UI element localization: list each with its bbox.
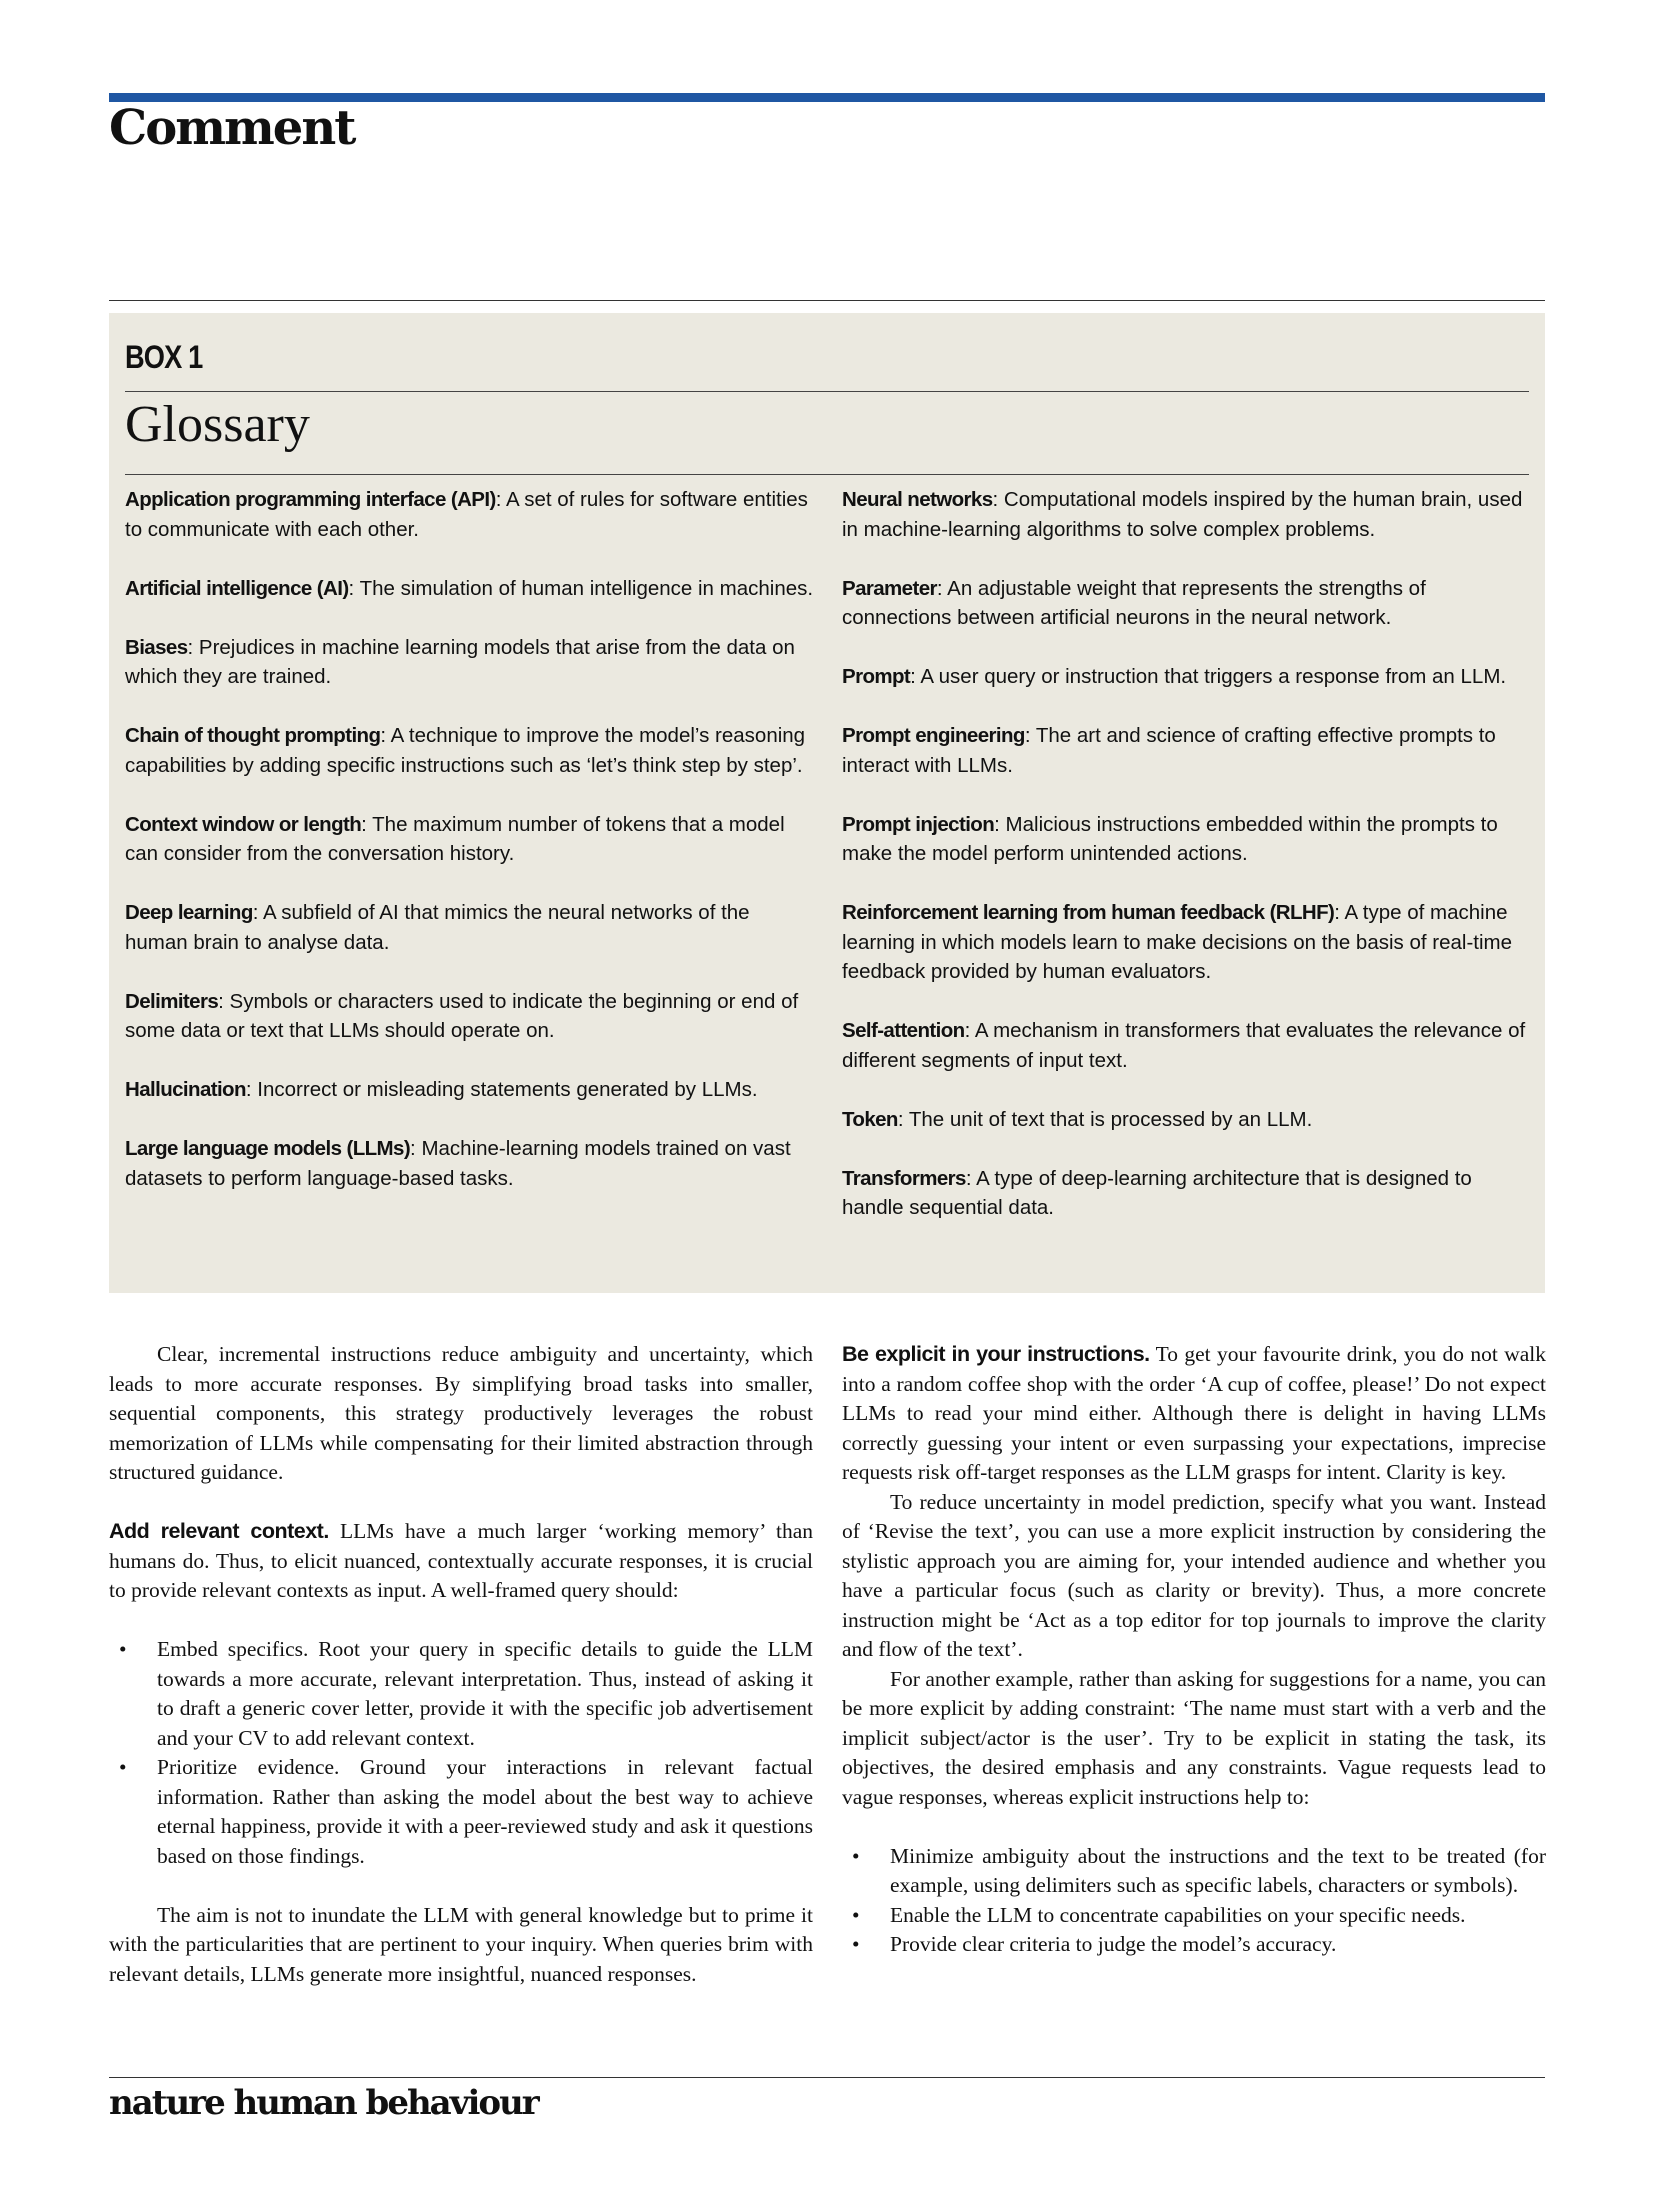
glossary-item (842, 485, 1532, 544)
glossary-term: Neural networks (842, 488, 993, 511)
glossary-definition: : A type of deep-learning architecture that is designed to handle sequential data. (842, 1166, 1472, 1219)
glossary-item (842, 574, 1532, 633)
divider-top (109, 300, 1545, 301)
glossary-definition: : Machine-learning models trained on vast datasets to perform language-based tasks. (125, 1137, 791, 1190)
body-column-right (842, 1340, 1546, 1960)
glossary-item (125, 1134, 815, 1193)
glossary-term: Prompt engineering (842, 724, 1025, 747)
glossary-definition: : Computational models inspired by the human brain, used in machine-learning algorithms to solve complex problems. (842, 488, 1523, 541)
paragraph-lead: Add relevant context. (109, 1519, 329, 1543)
body-paragraph: To reduce uncertainty in model prediction, specify what you want. Instead of ‘Revise the text’, you can use a more explicit instruction by considering the stylistic approach you are aiming for, your intended audience and whether you have a particular focus (such as clarity or brevity). Thus, a more concrete instruction might be ‘Act as a top editor for top journals to improve the clarity and flow of the text’. (842, 1489, 1546, 1661)
glossary-definition: : Prejudices in machine learning models that arise from the data on which they are trained. (125, 635, 795, 688)
glossary-definition: : A subfield of AI that mimics the neural networks of the human brain to analyse data. (125, 901, 750, 954)
glossary-term: Hallucination (125, 1078, 246, 1101)
glossary-item (125, 898, 815, 957)
glossary-definition: : A technique to improve the model’s reasoning capabilities by adding specific instructions such as ‘let’s think step by step’. (125, 724, 806, 777)
box-divider (125, 474, 1529, 475)
paragraph-lead: Be explicit in your instructions. (842, 1342, 1150, 1366)
glossary-definition: : A user query or instruction that triggers a response from an LLM. (910, 665, 1507, 688)
glossary-term: Application programming interface (API) (125, 488, 496, 511)
glossary-item (842, 898, 1532, 987)
glossary-definition: : The unit of text that is processed by an LLM. (897, 1107, 1313, 1131)
bullet-item: • Minimize ambiguity about the instructions and the text to be treated (for example, using delimiters such as specific labels, characters or symbols). (842, 1842, 1546, 1901)
glossary-definition: : Incorrect or misleading statements generated by LLMs. (245, 1078, 758, 1101)
body-paragraph (842, 1340, 1546, 1488)
glossary-definition: : A set of rules for software entities to communicate with each other. (125, 488, 808, 541)
glossary-item (842, 721, 1532, 780)
glossary-definition: : The simulation of human intelligence in machines. (348, 576, 814, 600)
glossary-item (125, 987, 815, 1046)
glossary-column-left (125, 485, 815, 1223)
glossary-definition: : Malicious instructions embedded within the prompts to make the model perform unintended actions. (842, 812, 1498, 865)
bullet-item: • Enable the LLM to concentrate capabilities on your specific needs. (842, 1901, 1546, 1931)
glossary-term: Token (842, 1107, 898, 1131)
glossary-box (109, 313, 1545, 1293)
glossary-item (842, 1016, 1532, 1075)
glossary-term: Prompt injection (842, 812, 995, 836)
glossary-definition: : Symbols or characters used to indicate the beginning or end of some data or text that LLMs should operate on. (125, 989, 799, 1042)
glossary-term: Self-attention (842, 1019, 965, 1042)
glossary-item (125, 485, 815, 544)
glossary-item (125, 1075, 815, 1105)
glossary-item (842, 1164, 1532, 1223)
glossary-item (125, 574, 815, 604)
glossary-item (842, 810, 1532, 869)
glossary-term: Reinforcement learning from human feedback (RLHF) (842, 901, 1335, 924)
glossary-definition: : A mechanism in transformers that evaluates the relevance of different segments of input text. (842, 1019, 1526, 1072)
body-paragraph: For another example, rather than asking for suggestions for a name, you can be more explicit by adding constraint: ‘The name must start with a verb and the implicit subject/actor is the user’. Try to be explicit in stating the task, its objectives, the desired emphasis and any constraints. Vague requests lead to vague responses, whereas explicit instructions help to: (842, 1666, 1546, 1809)
body-paragraph: The aim is not to inundate the LLM with general knowledge but to prime it with the particularities that are pertinent to your inquiry. When queries brim with relevant details, LLMs generate more insightful, nuanced responses. (109, 1902, 813, 1986)
glossary-term: Delimiters (125, 989, 219, 1013)
box-divider (125, 391, 1529, 392)
body-paragraph: Clear, incremental instructions reduce ambiguity and uncertainty, which leads to more accurate responses. By simplifying broad tasks into smaller, sequential components, this strategy productively leverages the robust memorization of LLMs while compensating for their limited abstraction through structured guidance. (109, 1342, 813, 1484)
glossary-item (842, 1105, 1532, 1135)
section-title: Comment (109, 100, 355, 156)
box-label: BOX 1 (125, 339, 203, 375)
glossary-term: Large language models (LLMs) (125, 1137, 411, 1160)
bullet-item: • Provide clear criteria to judge the model’s accuracy. (842, 1930, 1546, 1960)
glossary-term: Context window or length (125, 812, 362, 836)
paragraph-text: To get your favourite drink, you do not walk into a random coffee shop with the order ‘A cup of coffee, please!’ Do not expect LLMs to read your mind either. Although there is delight in having LLMs correctly guessing your intent or even surpassing your expectations, imprecise requests risk off-target responses as the LLM grasps for intent. Clarity is key. (842, 1342, 1546, 1484)
bullet-item: • Embed specifics. Root your query in specific details to guide the LLM towards a more accurate, relevant interpretation. Thus, instead of asking it to draft a generic cover letter, provide it with the specific job advertisement and your CV to add relevant context. (109, 1635, 813, 1753)
glossary-item (125, 633, 815, 692)
glossary-definition: : The maximum number of tokens that a model can consider from the conversation history. (125, 812, 785, 865)
glossary-item (125, 721, 815, 780)
bullet-list (109, 1635, 813, 1871)
journal-name: nature human behaviour (109, 2083, 538, 2123)
glossary-term: Transformers (842, 1166, 966, 1190)
glossary-definition: : The art and science of crafting effective prompts to interact with LLMs. (842, 724, 1496, 777)
glossary-term: Artificial intelligence (AI) (125, 576, 349, 600)
glossary-term: Prompt (842, 665, 911, 688)
glossary-column-right (842, 485, 1532, 1252)
body-column-left (109, 1340, 813, 1989)
divider-bottom (109, 2077, 1545, 2078)
glossary-item (842, 662, 1532, 692)
glossary-definition: : A type of machine learning in which models learn to make decisions on the basis of real-time feedback provided by human evaluators. (842, 901, 1513, 983)
paragraph-text: LLMs have a much larger ‘working memory’ than humans do. Thus, to elicit nuanced, contextually accurate responses, it is crucial to provide relevant contexts as input. A well-framed query should: (109, 1519, 813, 1602)
bullet-list (842, 1842, 1546, 1960)
glossary-term: Deep learning (125, 901, 253, 924)
glossary-term: Biases (125, 635, 188, 659)
glossary-term: Parameter (842, 576, 937, 600)
glossary-term: Chain of thought prompting (125, 724, 381, 747)
body-paragraph (109, 1517, 813, 1606)
bullet-item: • Prioritize evidence. Ground your interactions in relevant factual information. Rather than asking the model about the best way to achieve eternal happiness, provide it with a peer-reviewed study and ask it questions based on those findings. (109, 1753, 813, 1871)
glossary-definition: : An adjustable weight that represents the strengths of connections between artificial neurons in the neural network. (842, 576, 1426, 629)
box-title: Glossary (125, 396, 310, 453)
glossary-item (125, 810, 815, 869)
